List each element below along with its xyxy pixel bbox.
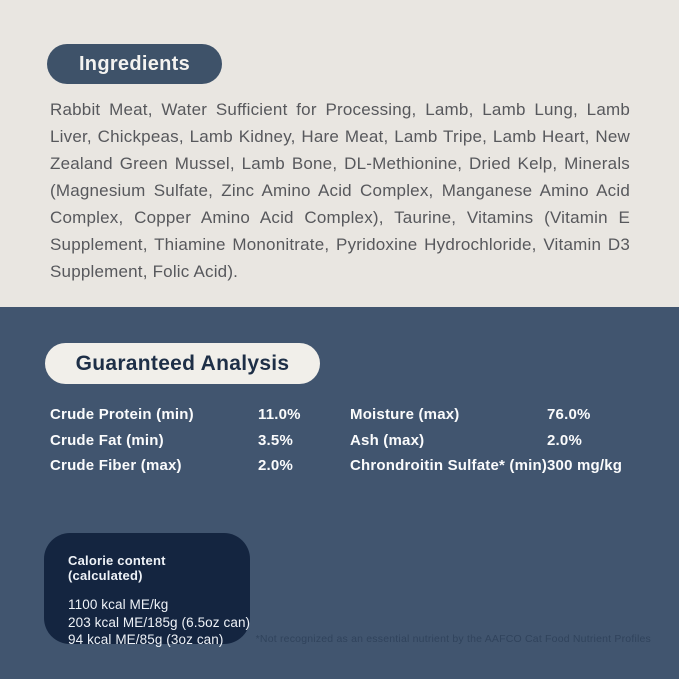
analysis-value: 2.0% (258, 457, 293, 474)
calorie-line: 203 kcal ME/185g (6.5oz can) (68, 614, 251, 630)
analysis-value: 76.0% (547, 406, 591, 423)
calorie-line: 1100 kcal ME/kg (68, 597, 169, 612)
analysis-label: Chrondroitin Sulfate* (min) (350, 457, 548, 474)
analysis-label: Ash (max) (350, 431, 425, 449)
calorie-content-heading: Calorie content (calculated) (68, 553, 166, 583)
analysis-label: Crude Protein (min) (50, 406, 194, 423)
analysis-label: Moisture (max) (350, 406, 460, 423)
calorie-content-lines (68, 596, 251, 649)
ingredients-heading-pill (47, 44, 222, 84)
analysis-label: Crude Fiber (max) (50, 457, 182, 474)
analysis-table (50, 406, 642, 483)
guaranteed-analysis-section (0, 307, 679, 679)
analysis-value: 300 mg/kg (547, 457, 623, 474)
calorie-line: 94 kcal ME/85g (3oz can) (68, 632, 224, 647)
ingredients-section (0, 0, 679, 307)
guaranteed-analysis-heading-pill (45, 343, 320, 384)
ingredients-text: Rabbit Meat, Water Sufficient for Processing, Lamb, Lamb Lung, Lamb Liver, Chickpeas, Lamb Kidney, Hare Meat, Lamb Tripe, Lamb Heart, New Zealand Green Mussel, Lamb Bone, DL-Methionine, Dried Kelp, Minerals (Magnesium Sulfate, Zinc Amino Acid Complex, Manganese Amino Acid Complex, Copper Amino Acid Complex), Taurine, Vitamins (Vitamin E Supplement, Thiamine Mononitrate, Pyridoxine Hydrochloride, Vitamin D3 Supplement, Folic Acid). (50, 100, 630, 281)
analysis-value: 2.0% (547, 431, 582, 449)
analysis-value: 11.0% (258, 406, 301, 423)
analysis-value: 3.5% (258, 431, 293, 449)
guaranteed-analysis-heading: Guaranteed Analysis (75, 351, 290, 375)
analysis-label: Crude Fat (min) (50, 431, 164, 449)
calorie-content-box (44, 533, 251, 647)
ingredients-heading: Ingredients (78, 52, 191, 75)
aafco-footnote: *Not recognized as an essential nutrient by the AAFCO Cat Food Nutrient Profiles (255, 633, 651, 645)
